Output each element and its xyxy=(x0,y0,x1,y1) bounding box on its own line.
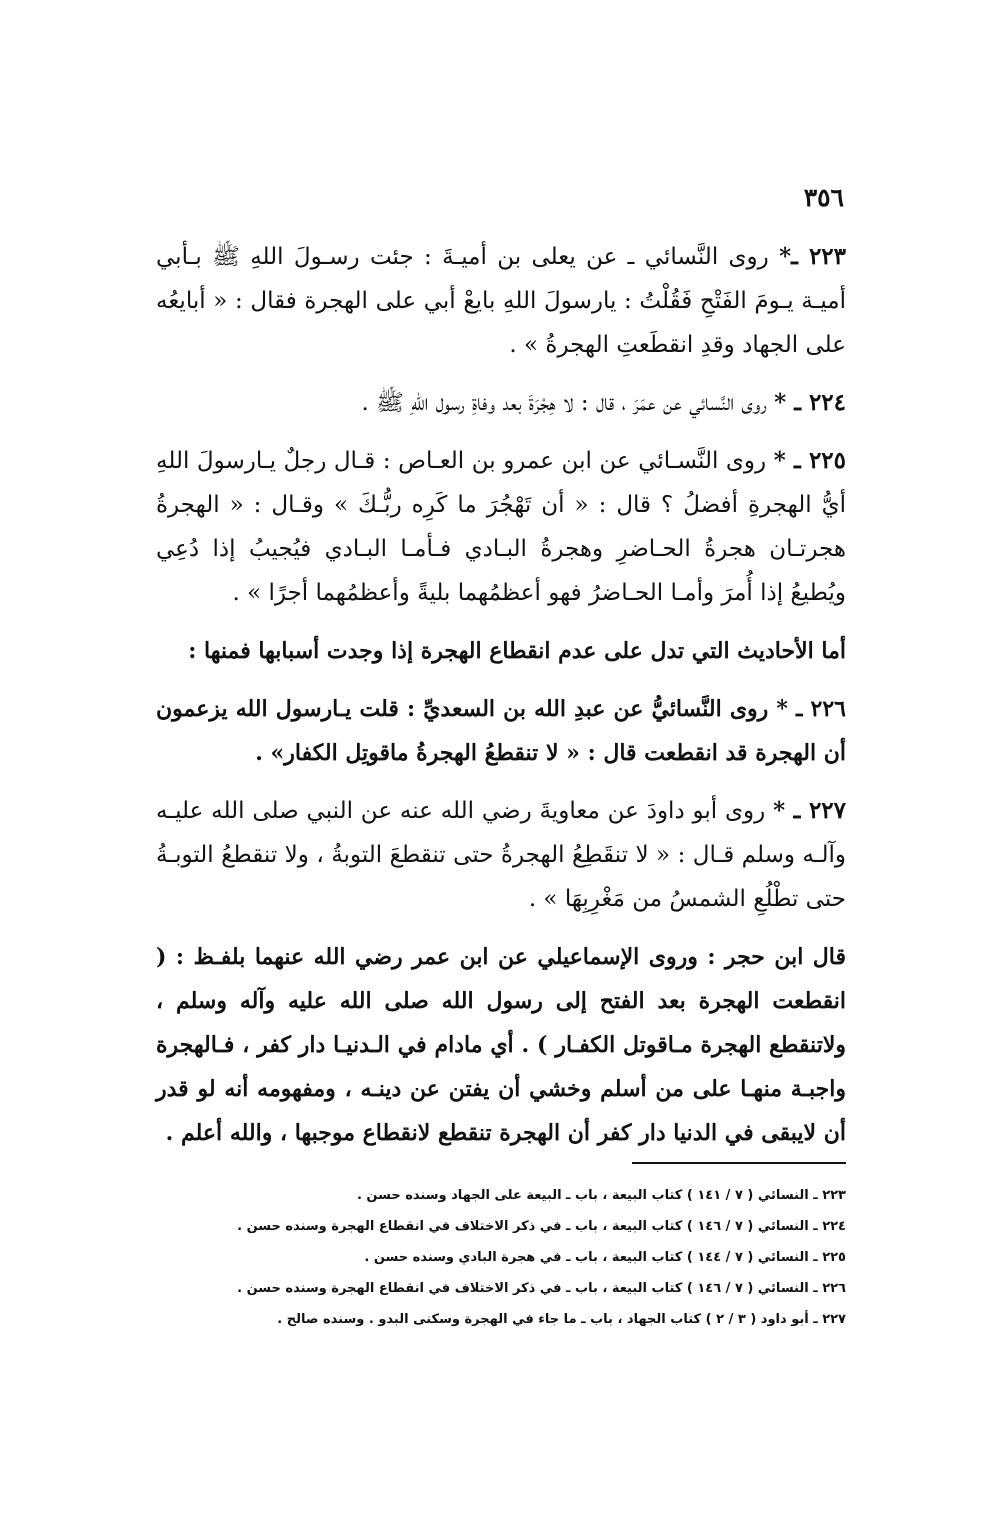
footnotes xyxy=(156,1180,846,1335)
hadith-number: ٢٢٧ ـ * xyxy=(773,797,846,824)
hadith-223 xyxy=(156,235,846,367)
hadith-number: ٢٢٥ ـ * xyxy=(773,447,847,474)
hadith-number: ٢٢٦ ـ * xyxy=(776,696,846,722)
hadith-225 xyxy=(156,439,846,615)
commentary-lead: قال ابن حجر : xyxy=(707,944,847,970)
footnote: ٢٢٦ ـ النسائي ( ٧ / ١٤٦ ) كتاب البيعة ، باب ـ في ذكر الاختلاف في انقطاع الهجرة وسنده حسن . xyxy=(237,1281,846,1296)
hadith-text: روى النَّسائي ـ عن يعلى بن أميـةَ : جئت رسـولَ اللهِ ﷺ بـأبي أميـة يـومَ الفَتْحِ فَقُلْتُ : يارسولَ اللهِ بايعْ أبي على الهجرة فقال : « أبايعُه على الجهاد وقدِ انقطَعتِ الهجرةُ » . xyxy=(156,244,846,358)
section-intro xyxy=(156,629,846,673)
hadith-text: روى النَّسائيُّ عن عبدِ الله بن السعديِّ : قلت يـارسول الله يزعمون أن الهجرة قد انقطعت قال : « لا تنقطعُ الهجرةُ ماقوتِل الكفار» . xyxy=(156,696,846,766)
hadith-227 xyxy=(156,789,846,921)
hadith-number: ٢٢٣ ـ* xyxy=(779,243,846,270)
footnote: ٢٢٤ ـ النسائي ( ٧ / ١٤٦ ) كتاب البيعة ، باب ـ في ذكر الاختلاف في انقطاع الهجرة وسنده حسن . xyxy=(237,1219,846,1234)
commentary-text: وروى الإسماعيلي عن ابن عمر رضي الله عنهما بلفـظ : ( انقطعت الهجرة بعد الفتح إلى رسول الله صلى الله عليه وآله وسلم ، ولاتنقطع الهجرة مـاقوتل الكفـار ) . أي مادام في الـدنيـا دار كفر ، فـالهجرة واجبـة منهـا على من أسلم وخشي أن يفتن عن دينـه ، ومفهومه أنه لو قدر أن لايبقى في الدنيا دار كفر أن الهجرة تنقطع لانقطاع موجبها ، والله أعلم . xyxy=(156,944,846,1146)
hadith-226 xyxy=(156,687,846,775)
ibn-hajar-commentary xyxy=(156,935,846,1155)
hadith-text: روى أبو داودَ عن معاويةَ رضي الله عنه عن النبي صلى الله عليـه وآلـه وسلم قـال : « لا تنقَطِعُ الهجرةُ حتى تنقطعَ التوبةُ ، ولا تنقطعُ التوبـةُ حتى تطْلُعِ الشمسُ من مَغْرِبِهَا » . xyxy=(156,798,846,912)
footnote: ٢٢٧ ـ أبو داود ( ٣ / ٢ ) كتاب الجهاد ، باب ـ ما جاء في الهجرة وسكنى البدو . وسنده صالح . xyxy=(277,1312,846,1327)
hadith-text: روى النَّسـائي عن ابن عمرو بن العـاص : قـال رجلٌ يـارسولَ اللهِ أيُّ الهجرةِ أفضلُ ؟ قال : « أن تَهْجُرَ ما كَرِه ربُّـكَ » وقـال : « الهجرةُ هجرتـان هجرةُ الحـاضرِ وهجرةُ البـادي فـأمـا البـادي فيُجيبُ إذا دُعِي ويُطيعُ إذا أُمرَ وأمـا الحـاضرُ فهو أعظمُهما بليةً وأعظمُهما أجرًا » . xyxy=(156,448,846,606)
body-text xyxy=(156,235,846,1169)
footnote: ٢٢٥ ـ النسائي ( ٧ / ١٤٤ ) كتاب البيعة ، باب ـ في هجرة البادي وسنده حسن . xyxy=(364,1250,846,1265)
section-intro-text: أما الأحاديث التي تدل على عدم انقطاع الهجرة إذا وجدت أسبابها فمنها : xyxy=(188,638,846,664)
hadith-number: ٢٢٤ ـ * xyxy=(774,389,846,416)
hadith-224 xyxy=(156,381,846,425)
footnote-divider xyxy=(632,1162,846,1164)
page-number: ٣٥٦ xyxy=(803,183,844,212)
hadith-text: روى النَّسائي عن عمَرَ ، قال : لا هِجْرَةَ بعد وفاةِ رسول اللهِ ﷺ . xyxy=(361,390,775,416)
footnote: ٢٢٣ ـ النسائي ( ٧ / ١٤١ ) كتاب البيعة ، باب ـ البيعة على الجهاد وسنده حسن . xyxy=(356,1188,846,1203)
